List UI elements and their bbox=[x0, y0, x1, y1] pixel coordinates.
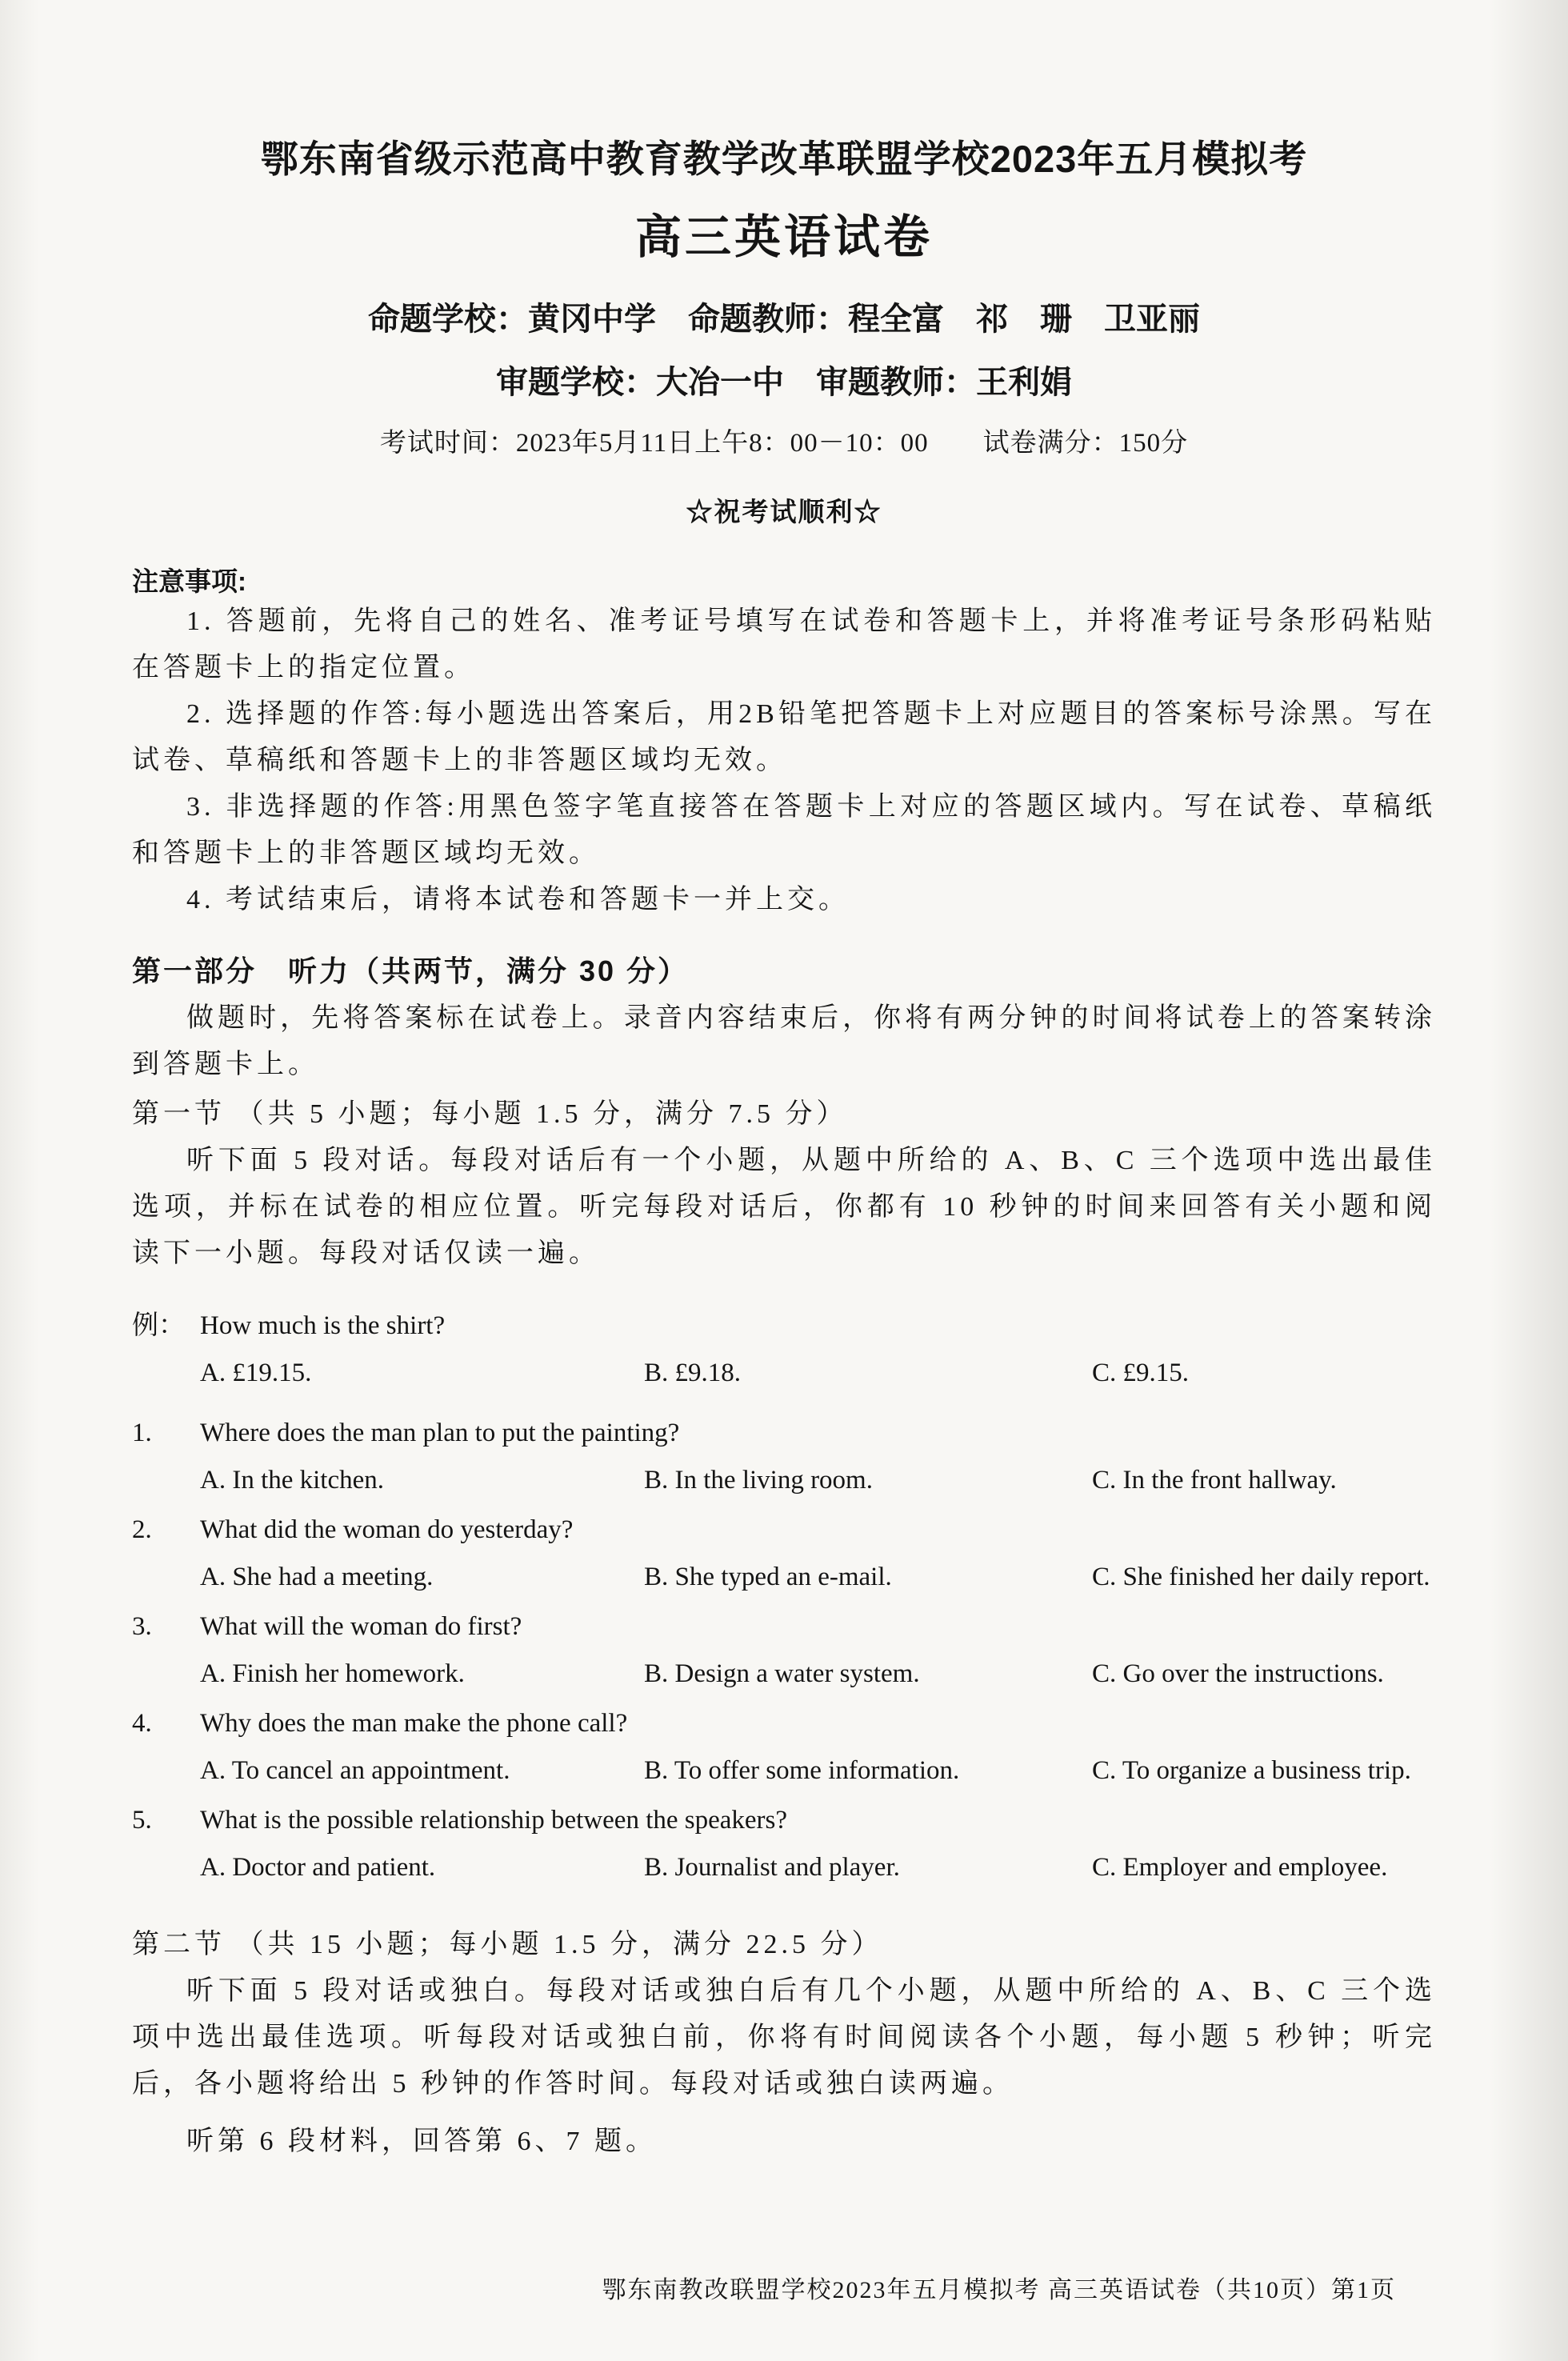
page-footer: 鄂东南教改联盟学校2023年五月模拟考 高三英语试卷（共10页）第1页 bbox=[602, 2277, 1396, 2303]
question-text: Where does the man plan to put the painting? bbox=[200, 1418, 680, 1447]
option-a: A. Doctor and patient. bbox=[200, 1852, 436, 1882]
options-row bbox=[200, 1651, 1436, 1698]
notice-title: 注意事项: bbox=[132, 566, 246, 596]
paper-title: 高三英语试卷 bbox=[634, 210, 933, 263]
question-text: What is the possible relationship between the speakers? bbox=[200, 1805, 788, 1835]
options-row bbox=[200, 1457, 1436, 1504]
option-c: C. Go over the instructions. bbox=[1092, 1659, 1384, 1688]
question-line bbox=[132, 1410, 1436, 1457]
question-item bbox=[132, 1700, 1436, 1795]
option-a: A. In the kitchen. bbox=[200, 1465, 385, 1495]
section1-heading: 第一节 （共 5 小题；每小题 1.5 分，满分 7.5 分） bbox=[132, 1098, 848, 1129]
example-question bbox=[132, 1303, 1436, 1397]
exam-title: 鄂东南省级示范高中教育教学改革联盟学校2023年五月模拟考 bbox=[260, 138, 1308, 180]
section2-instructions: 听下面 5 段对话或独白。每段对话或独白后有几个小题，从题中所给的 A、B、C 三个选项中选出最佳选项。听每段对话或独白前，你将有时间阅读各个小题，每小题 5 秒钟；听完后，各小题将给出 5 秒钟的作答时间。每段对话或独白读两遍。 bbox=[132, 1975, 1436, 2099]
notice-item: 4. 考试结束后，请将本试卷和答题卡一并上交。 bbox=[186, 884, 850, 914]
section2-heading: 第二节 （共 15 小题；每小题 1.5 分，满分 22.5 分） bbox=[132, 1929, 883, 1959]
exam-header bbox=[132, 136, 1436, 529]
option-a: A. To cancel an appointment. bbox=[200, 1755, 510, 1785]
question-text: Why does the man make the phone call? bbox=[200, 1708, 628, 1738]
option-b: B. Journalist and player. bbox=[644, 1852, 900, 1882]
material-prompt: 听第 6 段材料，回答第 6、7 题。 bbox=[186, 2126, 657, 2156]
question-item bbox=[132, 1410, 1436, 1504]
option-c: C. She finished her daily report. bbox=[1092, 1562, 1430, 1591]
notice-item: 1. 答题前，先将自己的姓名、准考证号填写在试卷和答题卡上，并将准考证号条形码粘贴在答题卡上的指定位置。 bbox=[132, 606, 1436, 682]
option-a: A. Finish her homework. bbox=[200, 1659, 465, 1688]
question-number: 4. bbox=[132, 1708, 152, 1738]
question-text: What did the woman do yesterday? bbox=[200, 1515, 574, 1544]
option-b: B. Design a water system. bbox=[644, 1659, 920, 1688]
options-row bbox=[200, 1554, 1436, 1601]
exam-wish-line: ☆祝考试顺利☆ bbox=[686, 498, 882, 527]
questions-list bbox=[132, 1410, 1436, 1891]
options-row bbox=[200, 1844, 1436, 1891]
question-line bbox=[132, 1603, 1436, 1651]
proposer-line: 命题学校：黄冈中学 命题教师：程全富 祁 珊 卫亚丽 bbox=[368, 301, 1200, 337]
part1-heading: 第一部分 听力（共两节，满分 30 分） bbox=[132, 954, 690, 987]
question-number: 2. bbox=[132, 1515, 152, 1544]
option-b: B. In the living room. bbox=[644, 1465, 873, 1495]
question-number: 5. bbox=[132, 1805, 152, 1835]
question-number: 1. bbox=[132, 1418, 152, 1447]
option-c: C. In the front hallway. bbox=[1092, 1465, 1337, 1495]
example-options-row bbox=[200, 1350, 1436, 1397]
example-option-b: B. £9.18. bbox=[644, 1358, 742, 1387]
question-item bbox=[132, 1507, 1436, 1601]
option-c: C. Employer and employee. bbox=[1092, 1852, 1388, 1882]
example-option-c: C. £9.15. bbox=[1092, 1358, 1190, 1387]
notice-item: 2. 选择题的作答:每小题选出答案后，用2B铅笔把答题卡上对应题目的答案标号涂黑。写在试卷、草稿纸和答题卡上的非答题区域均无效。 bbox=[132, 698, 1436, 775]
options-row bbox=[200, 1747, 1436, 1795]
example-label: 例： bbox=[132, 1311, 185, 1340]
reviewer-line: 审题学校：大冶一中 审题教师：王利娟 bbox=[496, 364, 1072, 400]
notice-section bbox=[132, 529, 1436, 923]
question-text: What will the woman do first? bbox=[200, 1611, 522, 1641]
part1-intro: 做题时，先将答案标在试卷上。录音内容结束后，你将有两分钟的时间将试卷上的答案转涂到答题卡上。 bbox=[132, 1002, 1436, 1079]
exam-info-line: 考试时间：2023年5月11日上午8：00－10：00 试卷满分：150分 bbox=[379, 428, 1189, 458]
option-b: B. She typed an e-mail. bbox=[644, 1562, 892, 1591]
notice-items bbox=[132, 598, 1436, 923]
option-c: C. To organize a business trip. bbox=[1092, 1755, 1411, 1785]
example-question-text: How much is the shirt? bbox=[200, 1311, 446, 1340]
question-item bbox=[132, 1797, 1436, 1891]
question-line bbox=[132, 1507, 1436, 1554]
question-item bbox=[132, 1603, 1436, 1698]
question-number: 3. bbox=[132, 1611, 152, 1641]
question-line bbox=[132, 1797, 1436, 1844]
part1-section bbox=[132, 923, 1436, 2165]
notice-item: 3. 非选择题的作答:用黑色签字笔直接答在答题卡上对应的答题区域内。写在试卷、草稿纸和答题卡上的非答题区域均无效。 bbox=[132, 791, 1436, 868]
example-question-line bbox=[132, 1303, 1436, 1350]
example-option-a: A. £19.15. bbox=[200, 1358, 312, 1387]
section1-instructions: 听下面 5 段对话。每段对话后有一个小题，从题中所给的 A、B、C 三个选项中选出最佳选项，并标在试卷的相应位置。听完每段对话后，你都有 10 秒钟的时间来回答有关小题和阅读下一小题。每段对话仅读一遍。 bbox=[132, 1145, 1436, 1268]
option-a: A. She had a meeting. bbox=[200, 1562, 434, 1591]
option-b: B. To offer some information. bbox=[644, 1755, 960, 1785]
question-line bbox=[132, 1700, 1436, 1747]
